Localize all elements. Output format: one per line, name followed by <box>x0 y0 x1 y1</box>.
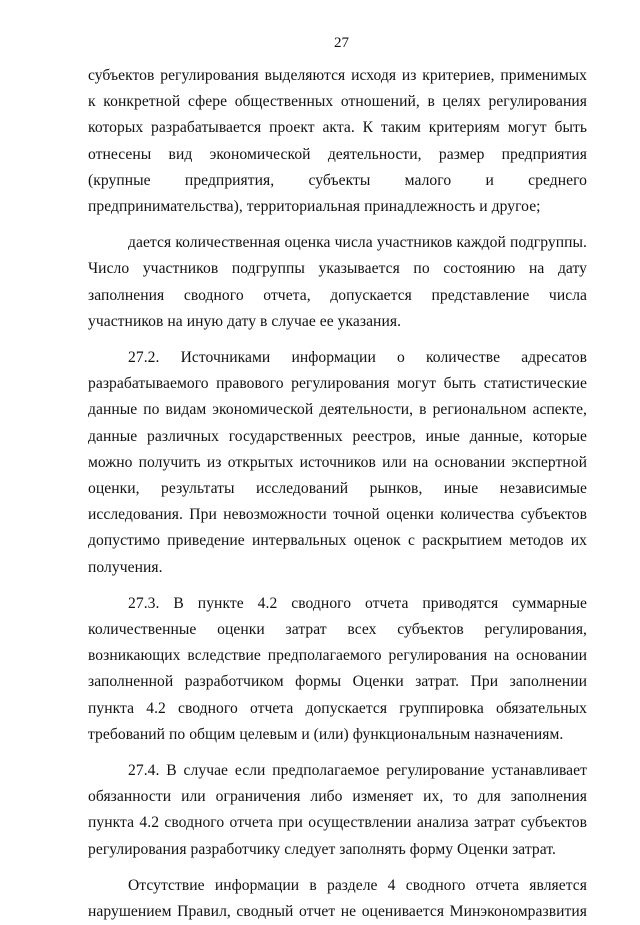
paragraph-participants-count: дается количественная оценка числа участников каждой подгруппы. Число участников подгруппы указывается по состоянию на дату заполнения сводного отчета, допускается представление числа участников на иную дату в случае ее указания. <box>88 234 587 330</box>
paragraph-27-3: 27.3. В пункте 4.2 сводного отчета приводятся суммарные количественные оценки затрат всех субъектов регулирования, возникающих вследствие предполагаемого регулирования на основании заполненной разработчиком формы Оценки затрат. При заполнении пункта 4.2 сводного отчета допускается группировка обязательных требований по общим целевым и (или) функциональным назначениям. <box>88 594 587 743</box>
paragraph-27-4: 27.4. В случае если предполагаемое регулирование устанавливает обязанности или ограничения либо изменяет их, то для заполнения пункта 4.2 сводного отчета при осуществлении анализа затрат субъектов регулирования разработчику следует заполнять форму Оценки затрат. <box>88 762 587 858</box>
paragraph-27-2: 27.2. Источниками информации о количестве адресатов разрабатываемого правового регулирования могут быть статистические данные по видам экономической деятельности, в региональном аспекте, данные различных государственных реестров, иные данные, которые можно получить из открытых источников или на основании экспертной оценки, результаты исследований рынков, иные независимые исследования. При невозможности точной оценки количества субъектов допустимо приведение интервальных оценок с раскрытием методов их получения. <box>88 349 587 576</box>
page-number: 27 <box>334 35 349 51</box>
paragraph-section-4-absence: Отсутствие информации в разделе 4 сводного отчета является нарушением Правил, сводный отчет не оценивается Минэкономразвития <box>88 876 587 921</box>
document-body <box>88 63 587 925</box>
paragraph-continuation: субъектов регулирования выделяются исходя из критериев, применимых к конкретной сфере общественных отношений, в целях регулирования которых разрабатывается проект акта. К таким критериям могут быть отнесены вид экономической деятельности, размер предприятия (крупные предприятия, субъекты малого и среднего предпринимательства), территориальная принадлежность и другое; <box>88 67 587 216</box>
